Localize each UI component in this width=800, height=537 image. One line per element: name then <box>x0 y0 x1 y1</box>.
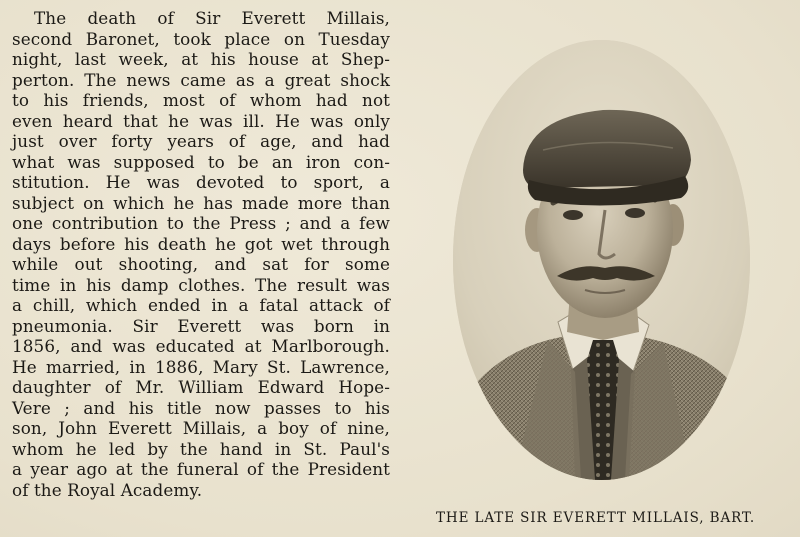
article-line: whom he led by the hand in St. Paul's <box>12 438 390 459</box>
article-line: subject on which he has made more than <box>12 192 390 213</box>
article-line: one contribution to the Press ; and a few <box>12 213 390 233</box>
article-line: of the Royal Academy. <box>12 479 203 500</box>
article-line: time in his damp clothes. The result was <box>12 274 390 295</box>
article-line: a year ago at the funeral of the President <box>12 459 390 479</box>
article-line: daughter of Mr. William Edward Hope- <box>12 377 390 397</box>
article-line: Vere ; and his title now passes to his <box>12 397 390 418</box>
article-line: The death of Sir Everett Millais, <box>34 8 390 28</box>
article-line: even heard that he was ill. He was only <box>12 110 390 131</box>
article-line: a chill, which ended in a fatal attack of <box>12 295 390 315</box>
article-line: perton. The news came as a great shock <box>12 69 390 90</box>
article-line: night, last week, at his house at Shep- <box>12 49 390 69</box>
article-column <box>12 8 390 500</box>
article-line: He married, in 1886, Mary St. Lawrence, <box>12 356 390 377</box>
article-line: what was supposed to be an iron con- <box>12 151 390 172</box>
article-line: while out shooting, and sat for some <box>12 254 390 274</box>
portrait-photo <box>453 40 750 480</box>
portrait-caption: THE LATE SIR EVERETT MILLAIS, BART. <box>436 510 756 526</box>
article-line: to his friends, most of whom had not <box>12 90 390 110</box>
article-line: days before his death he got wet through <box>12 233 390 254</box>
article-line: 1856, and was educated at Marlborough. <box>12 336 390 356</box>
article-line: just over forty years of age, and had <box>12 131 390 151</box>
article-line: pneumonia. Sir Everett was born in <box>12 315 390 336</box>
article-line: stitution. He was devoted to sport, a <box>12 172 390 192</box>
article-line: son, John Everett Millais, a boy of nine, <box>12 418 390 438</box>
article-line: second Baronet, took place on Tuesday <box>12 28 390 49</box>
